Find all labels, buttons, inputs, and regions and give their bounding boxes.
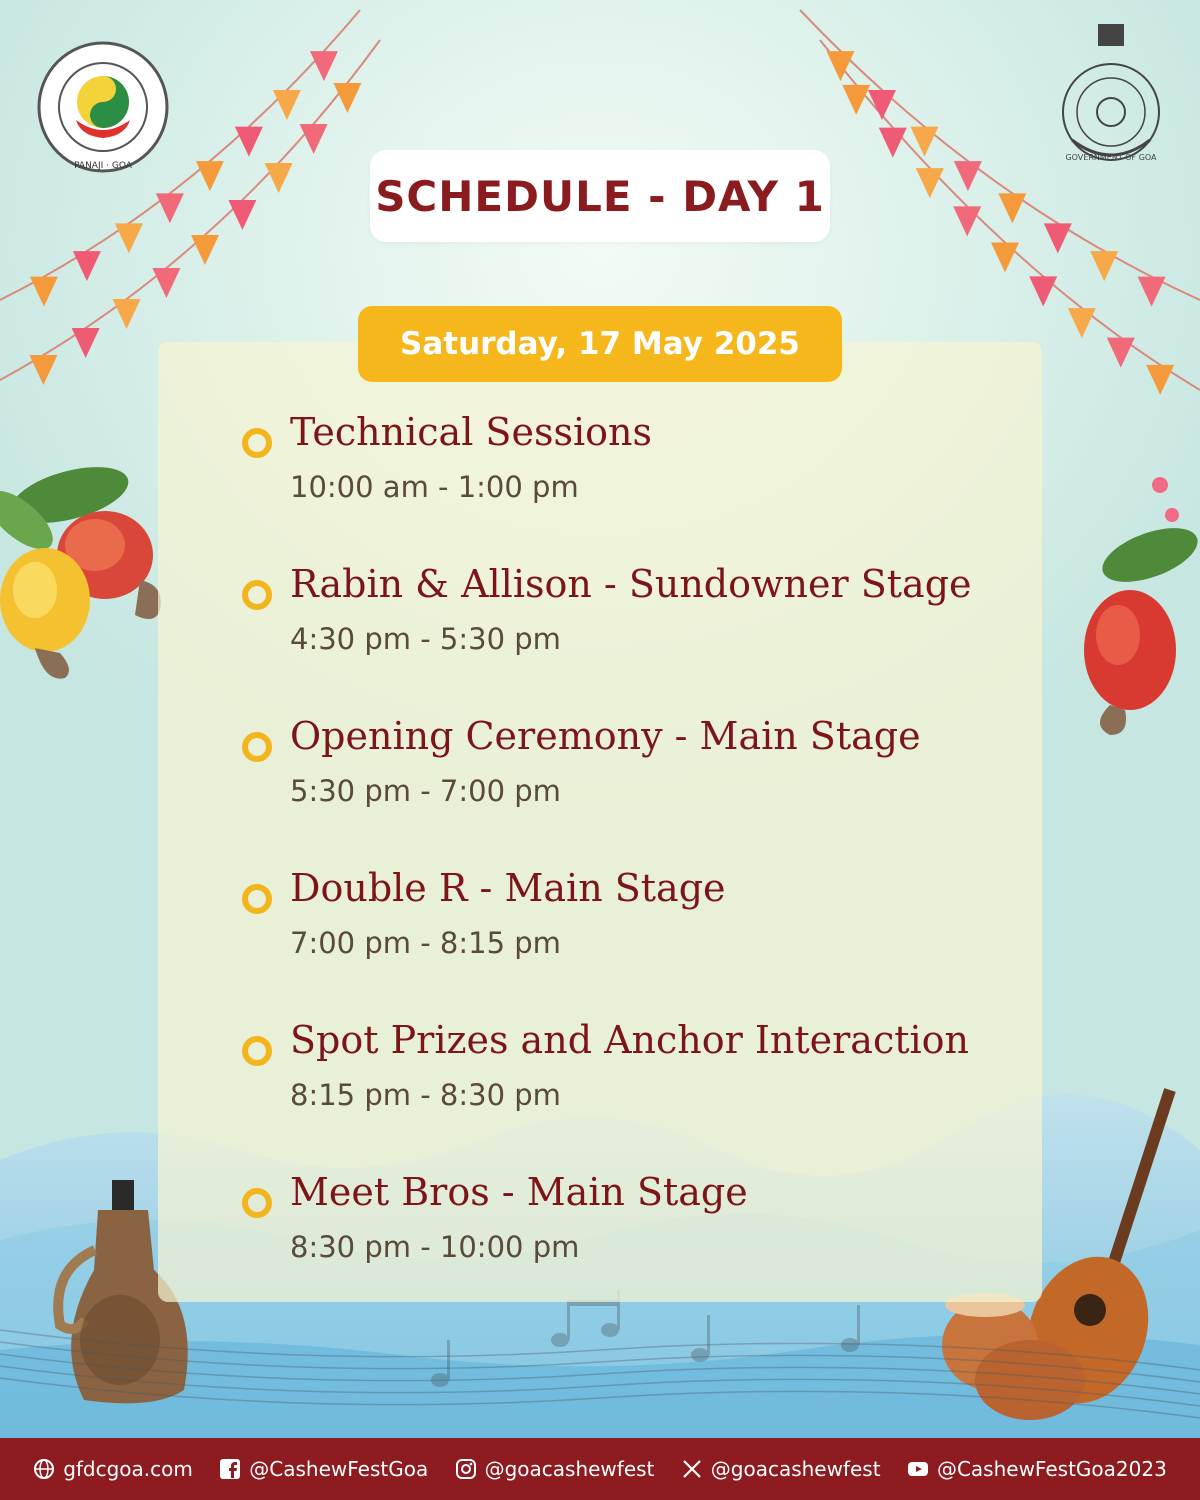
bunting-flag <box>113 299 141 329</box>
bullet-icon <box>242 732 272 762</box>
bullet-icon <box>242 1036 272 1066</box>
bunting-flag <box>1068 308 1096 338</box>
gfdc-logo <box>36 40 170 174</box>
youtube-text: @CashewFestGoa2023 <box>936 1457 1167 1481</box>
bunting-flag <box>29 355 57 385</box>
bullet-icon <box>242 884 272 914</box>
cashew-right-illustration <box>1084 477 1200 735</box>
bunting-flag <box>73 251 101 281</box>
event-name: Double R - Main Stage <box>290 866 726 910</box>
bunting-flag <box>265 163 293 193</box>
svg-text:GOVERNMENT OF GOA: GOVERNMENT OF GOA <box>1065 153 1157 162</box>
date-badge <box>358 306 842 382</box>
instagram-text: @goacashewfest <box>484 1457 655 1481</box>
schedule-item <box>240 1170 1040 1294</box>
bunting-flag <box>30 277 58 307</box>
x-link[interactable] <box>681 1457 881 1481</box>
bunting-flag <box>152 268 180 298</box>
bunting-flag <box>842 85 870 115</box>
x-icon <box>681 1458 703 1480</box>
bunting-flag <box>310 51 338 81</box>
bunting-flag <box>300 124 328 154</box>
bunting-flag <box>156 193 184 223</box>
instagram-link[interactable] <box>455 1457 655 1481</box>
website-text: gfdcgoa.com <box>63 1457 193 1481</box>
bunting-flag <box>879 128 907 158</box>
bunting-flag <box>916 168 944 198</box>
government-of-goa-emblem <box>1052 20 1170 168</box>
schedule-item <box>240 410 1040 534</box>
facebook-link[interactable] <box>219 1457 428 1481</box>
bunting-flag <box>1029 276 1057 306</box>
x-text: @goacashewfest <box>710 1457 881 1481</box>
bunting-flag <box>273 90 301 120</box>
bunting-flag <box>72 328 100 358</box>
bunting-flag <box>953 206 981 236</box>
cashew-left-illustration <box>0 456 161 678</box>
event-name: Meet Bros - Main Stage <box>290 1170 748 1214</box>
bunting-flag <box>998 193 1026 223</box>
event-time: 7:00 pm - 8:15 pm <box>290 926 561 960</box>
bunting-flag <box>191 235 219 265</box>
bunting-flag <box>235 127 263 157</box>
bunting-flag <box>1044 223 1072 253</box>
instagram-icon <box>455 1458 477 1480</box>
bullet-icon <box>242 428 272 458</box>
bunting-flag <box>991 243 1019 273</box>
schedule-item <box>240 1018 1040 1142</box>
website-link[interactable] <box>33 1457 193 1481</box>
bunting-flag <box>1107 338 1135 368</box>
svg-text:PANAJI · GOA: PANAJI · GOA <box>74 161 132 171</box>
page-title: SCHEDULE - DAY 1 <box>375 171 825 221</box>
event-time: 10:00 am - 1:00 pm <box>290 470 579 504</box>
facebook-icon <box>219 1458 241 1480</box>
bunting-flag <box>1090 251 1118 281</box>
event-name: Technical Sessions <box>290 410 652 454</box>
youtube-link[interactable] <box>907 1457 1167 1481</box>
facebook-text: @CashewFestGoa <box>249 1457 429 1481</box>
bunting-flag <box>333 83 361 113</box>
bunting-flag <box>1146 365 1174 395</box>
title-box <box>370 150 830 242</box>
event-time: 4:30 pm - 5:30 pm <box>290 622 561 656</box>
bunting-flag <box>228 200 256 230</box>
footer-bar <box>0 1438 1200 1500</box>
bunting-flag <box>1138 277 1166 307</box>
bullet-icon <box>242 1188 272 1218</box>
event-time: 8:30 pm - 10:00 pm <box>290 1230 580 1264</box>
event-name: Opening Ceremony - Main Stage <box>290 714 921 758</box>
event-name: Spot Prizes and Anchor Interaction <box>290 1018 970 1062</box>
bullet-icon <box>242 580 272 610</box>
schedule-item <box>240 714 1040 838</box>
schedule-item <box>240 562 1040 686</box>
bunting-flag <box>115 223 143 253</box>
schedule-item <box>240 866 1040 990</box>
date-label: Saturday, 17 May 2025 <box>400 326 800 362</box>
event-time: 5:30 pm - 7:00 pm <box>290 774 561 808</box>
globe-icon <box>33 1458 55 1480</box>
event-name: Rabin & Allison - Sundowner Stage <box>290 562 972 606</box>
bunting-flag <box>196 161 224 191</box>
event-time: 8:15 pm - 8:30 pm <box>290 1078 561 1112</box>
youtube-icon <box>907 1458 929 1480</box>
bunting-flag <box>954 161 982 191</box>
